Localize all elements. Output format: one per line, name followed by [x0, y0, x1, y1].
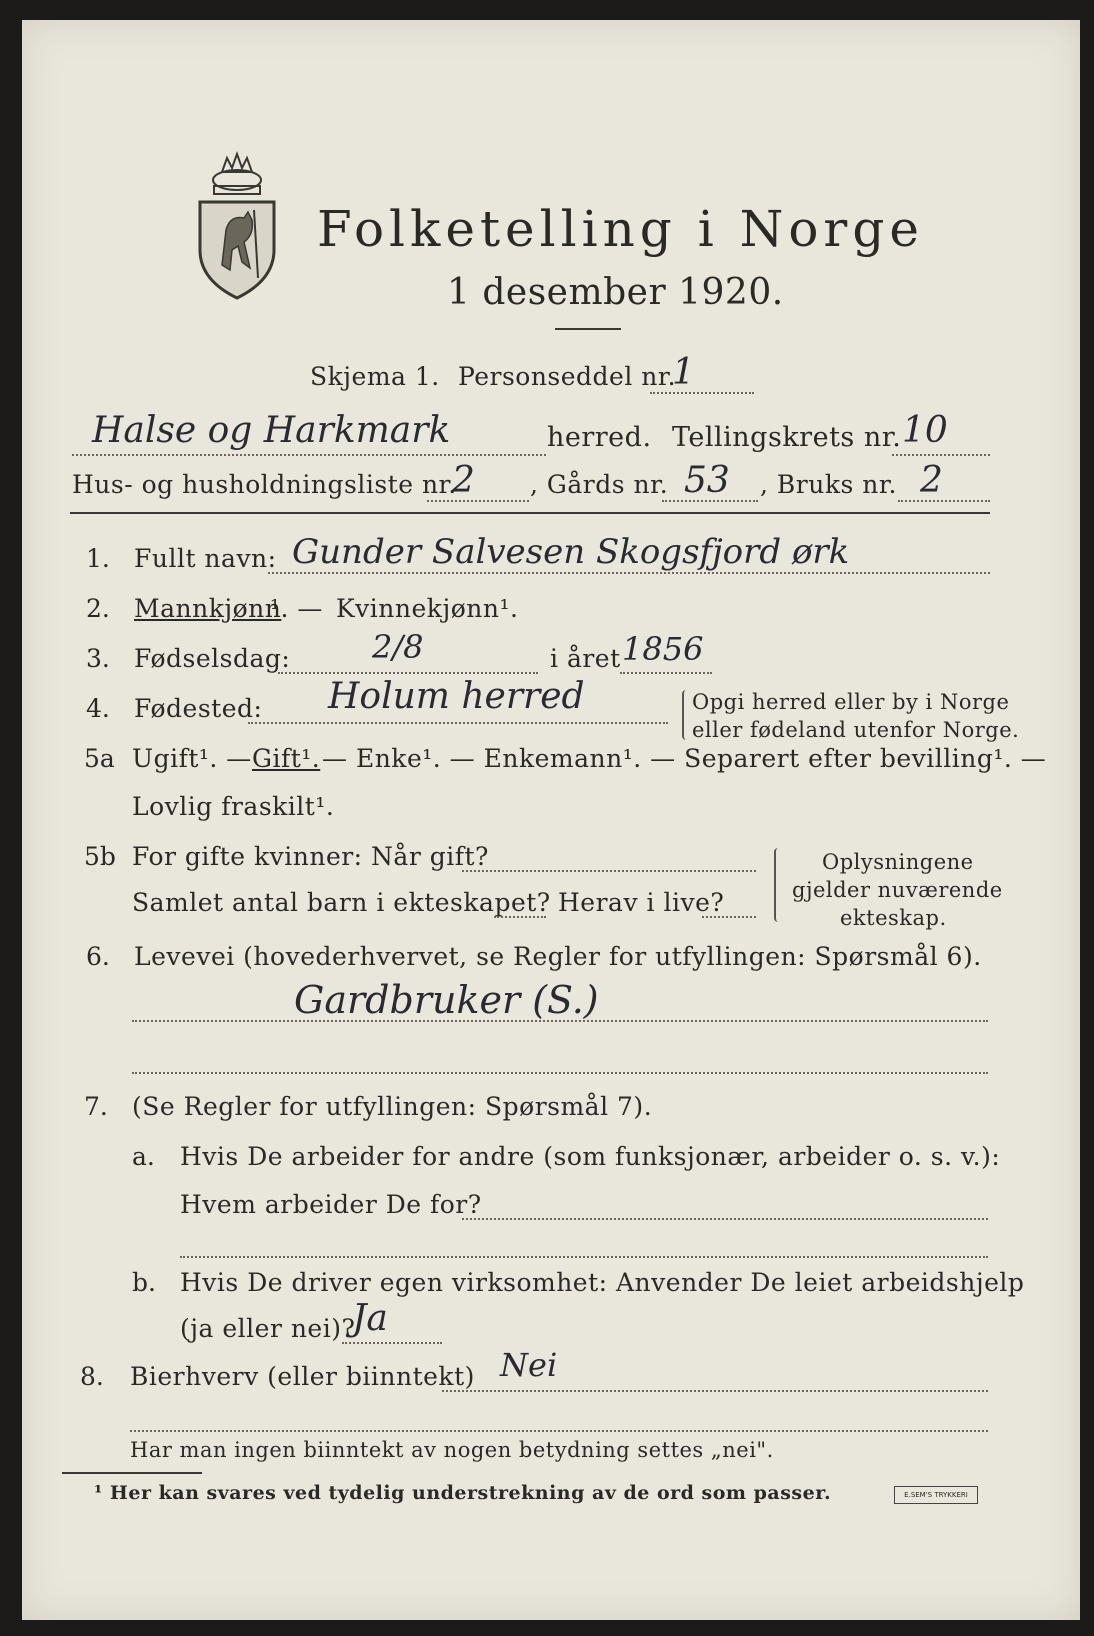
q3-year-label: i året: [550, 644, 621, 673]
census-form-page: [22, 20, 1080, 1620]
q5a-fraskilt-option: Lovlig fraskilt¹.: [132, 792, 335, 821]
q2-separator: ¹. —: [270, 594, 323, 623]
tellingskrets-field-line: [892, 454, 990, 456]
q7-label: (Se Regler for utfyllingen: Spørsmål 7).: [132, 1092, 653, 1121]
q7-number: 7.: [84, 1092, 108, 1121]
bruks-field-line: [898, 500, 990, 502]
husholdning-label: Hus- og husholdningsliste nr.: [72, 470, 457, 499]
norway-coat-of-arms-icon: [192, 150, 282, 300]
q5b-note-brace: [774, 848, 782, 922]
q5b-alive-label: Herav i live?: [558, 888, 725, 917]
q3-value: 2/8: [372, 628, 424, 666]
q5a-other-options: — Enke¹. — Enkemann¹. — Separert efter bevilling¹. —: [322, 744, 1047, 773]
tellingskrets-label: Tellingskrets nr.: [672, 422, 902, 453]
q7a-field-line1: [462, 1218, 988, 1220]
herred-value: Halse og Harkmark: [92, 410, 451, 451]
page-title: Folketelling i Norge: [317, 200, 924, 258]
q5b-children-label: Samlet antal barn i ekteskapet?: [132, 888, 551, 917]
q7b-question: Hvis De driver egen virksomhet: Anvender De leiet arbeidshjelp: [180, 1268, 1025, 1297]
q7a-letter: a.: [132, 1142, 155, 1171]
bruks-label: , Bruks nr.: [760, 470, 897, 499]
q4-number: 4.: [86, 694, 110, 723]
tellingskrets-value: 10: [902, 410, 948, 451]
q5a-ugift-option: Ugift¹. —: [132, 744, 252, 773]
q6-value: Gardbruker (S.): [294, 978, 599, 1022]
q4-note-brace: [682, 690, 690, 740]
q1-field-line: [268, 572, 990, 574]
header-separator: [70, 512, 990, 514]
q1-number: 1.: [86, 544, 110, 573]
note-nei: Har man ingen biinntekt av nogen betydning settes „nei".: [130, 1438, 774, 1462]
herred-label: herred.: [547, 422, 652, 453]
husholdning-value: 2: [452, 460, 475, 501]
q3-number: 3.: [86, 644, 110, 673]
q4-label: Fødested:: [134, 694, 263, 723]
q5b-number: 5b: [84, 842, 116, 871]
q3-label: Fødselsdag:: [134, 644, 291, 673]
printer-stamp: [894, 1486, 978, 1504]
q7a-question: Hvis De arbeider for andre (som funksjonær, arbeider o. s. v.):: [180, 1142, 1001, 1171]
personseddel-label: Personseddel nr.: [458, 362, 677, 391]
q5b-note-line1: Oplysningene: [822, 850, 974, 874]
q3-field-line: [278, 672, 538, 674]
census-date: 1 desember 1920.: [447, 272, 784, 313]
q6-number: 6.: [86, 942, 110, 971]
herred-field-line: [72, 454, 546, 456]
bruks-value: 2: [920, 460, 943, 501]
printer-mark: E.SEM'S TRYKKERI: [904, 1491, 968, 1499]
personseddel-value: 1: [672, 352, 695, 393]
q6-field-line2: [132, 1072, 988, 1074]
q4-note-line2: eller fødeland utenfor Norge.: [692, 718, 1020, 742]
footnote-rule: [62, 1472, 202, 1474]
q1-value: Gunder Salvesen Skogsfjord ørk: [292, 532, 850, 572]
q7b-yesno-label: (ja eller nei)?: [180, 1314, 356, 1343]
q5b-children-field-line: [494, 916, 546, 918]
q8-label: Bierhverv (eller biinntekt): [130, 1362, 475, 1391]
q3-year-value: 1856: [622, 630, 704, 668]
q5b-married-when: For gifte kvinner: Når gift?: [132, 842, 489, 871]
q8-number: 8.: [80, 1362, 104, 1391]
q8-field-line1: [442, 1390, 988, 1392]
q2-number: 2.: [86, 594, 110, 623]
q8-field-line2: [130, 1430, 988, 1432]
q5a-number: 5a: [84, 744, 115, 773]
personseddel-field-line: [650, 392, 754, 394]
skjema-label: Skjema 1.: [310, 362, 440, 391]
q2-male-option: Mannkjønn: [134, 594, 282, 623]
q1-label: Fullt navn:: [134, 544, 277, 573]
q7a-employer-label: Hvem arbeider De for?: [180, 1190, 482, 1219]
q4-value: Holum herred: [328, 676, 585, 717]
gards-label: , Gårds nr.: [530, 470, 669, 499]
q3-year-field-line: [620, 672, 712, 674]
q4-note-line1: Opgi herred eller by i Norge: [692, 690, 1010, 714]
q6-label: Levevei (hovederhvervet, se Regler for utfyllingen: Spørsmål 6).: [134, 942, 982, 971]
q7a-field-line2: [180, 1256, 988, 1258]
q6-field-line1: [132, 1020, 988, 1022]
title-divider: [555, 328, 621, 330]
q7b-field-line: [342, 1342, 442, 1344]
q5b-alive-field-line: [702, 916, 756, 918]
q5b-married-field-line: [462, 870, 756, 872]
q5a-gift-option: Gift¹.: [252, 744, 321, 773]
q7b-value: Ja: [352, 1298, 388, 1339]
q5b-note-line2: gjelder nuværende: [792, 878, 1003, 902]
q8-value: Nei: [500, 1346, 558, 1384]
husholdning-field-line: [427, 500, 529, 502]
gards-value: 53: [684, 460, 730, 501]
q4-field-line: [248, 722, 668, 724]
footnote: ¹ Her kan svares ved tydelig understrekning av de ord som passer.: [94, 1482, 832, 1504]
q5b-note-line3: ekteskap.: [840, 906, 947, 930]
q7b-letter: b.: [132, 1268, 156, 1297]
q2-female-option: Kvinnekjønn¹.: [336, 594, 519, 623]
